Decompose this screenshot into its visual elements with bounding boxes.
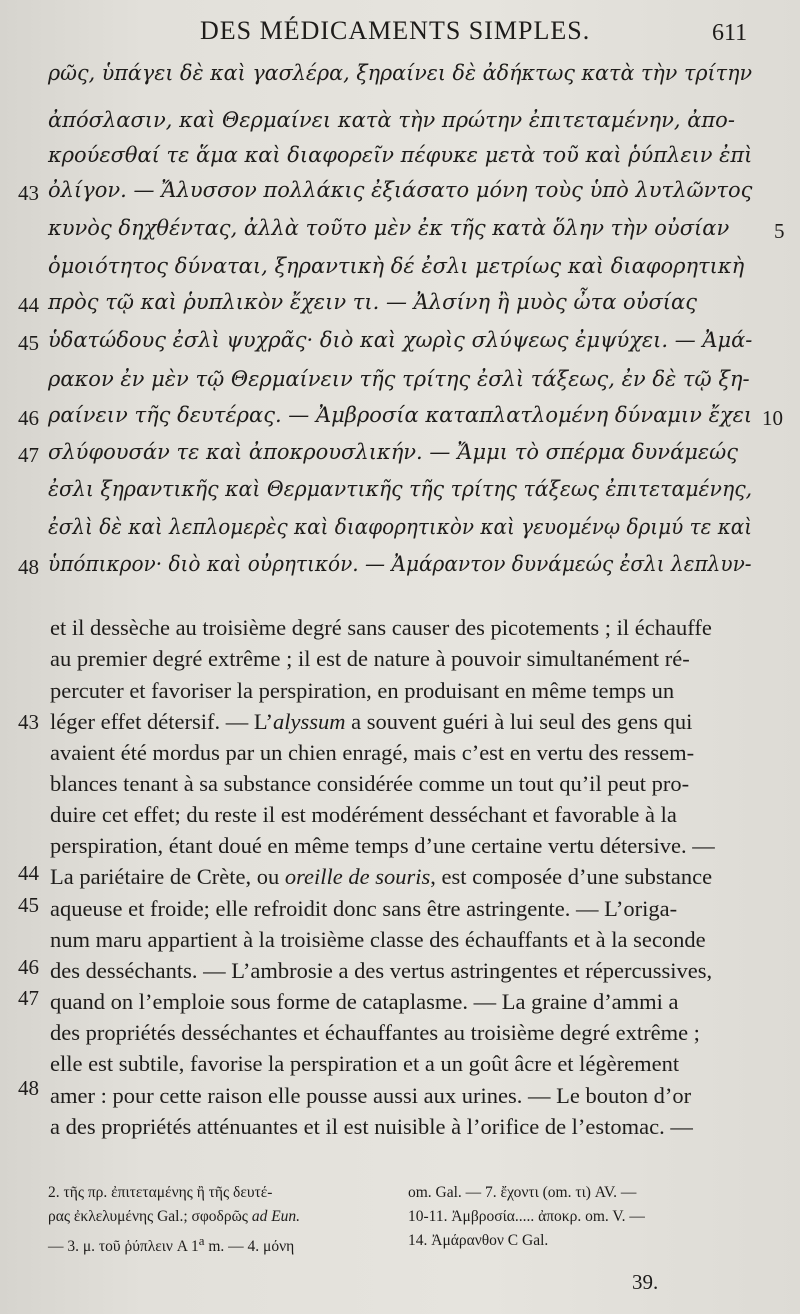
greek-line: ρῶς, ὑπάγει δὲ καὶ γασλέρα, ξηραίνει δὲ ἀδήκτως κατὰ τὴν τρίτην bbox=[48, 61, 753, 85]
greek-line: πρὸς τῷ καὶ ῥυπλικὸν ἔχειν τι. — Ἀλσίνη ἢ μυὸς ὦτα οὐσίας bbox=[48, 290, 697, 314]
greek-line: ἐσλι ξηραντικῆς καὶ Θερμαντικῆς τῆς τρίτης τάξεως ἐπιτεταμένης, bbox=[48, 477, 753, 501]
french-line: a des propriétés atténuantes et il est nuisible à l’orifice de l’estomac. — bbox=[50, 1114, 693, 1139]
greek-line: ραίνειν τῆς δευτέρας. — Ἀμβροσία καταπλατλομένη δύναμιν ἔχει bbox=[48, 403, 753, 427]
french-section-number: 45 bbox=[18, 893, 39, 917]
page-number: 611 bbox=[712, 20, 748, 46]
running-title: DES MÉDICAMENTS SIMPLES. bbox=[200, 16, 591, 45]
footnote-line: ρας ἐκλελυμένης Gal.; σφοδρῶς ad Eun. bbox=[48, 1208, 301, 1225]
french-line: aqueuse et froide; elle refroidit donc sans être astringente. — L’origa- bbox=[50, 896, 678, 921]
greek-line: ὁμοιότητος δύναται, ξηραντικὴ δέ ἐσλι μετρίως καὶ διαφορητικὴ bbox=[48, 254, 745, 278]
french-section-number: 44 bbox=[18, 861, 39, 885]
french-line: des desséchants. — L’ambrosie a des vertus astringentes et répercussives, bbox=[50, 958, 713, 983]
french-line: et il dessèche au troisième degré sans causer des picotements ; il échauffe bbox=[50, 615, 712, 640]
running-head bbox=[0, 10, 800, 50]
french-line: amer : pour cette raison elle pousse aussi aux urines. — Le bouton d’or bbox=[50, 1083, 692, 1108]
greek-line: ὀλίγον. — Ἄλυσσον πολλάκις ἐξιάσατο μόνη τοὺς ὑπὸ λυτλῶντος bbox=[48, 178, 753, 202]
greek-line-number: 10 bbox=[762, 406, 783, 430]
french-line: perspiration, étant doué en même temps d’une certaine vertu détersive. — bbox=[50, 833, 715, 858]
greek-section-number: 45 bbox=[18, 331, 39, 355]
greek-section-number: 43 bbox=[18, 181, 39, 205]
greek-line: κρούεσθαί τε ἅμα καὶ διαφορεῖν πέφυκε μετὰ τοῦ καὶ ῥύπλειν ἐπὶ bbox=[48, 143, 753, 167]
greek-section-number: 46 bbox=[18, 406, 39, 430]
footnote-line: 10-11. Ἀμβροσία..... ἀποκρ. om. V. — bbox=[408, 1208, 645, 1225]
greek-line: σλύφουσάν τε καὶ ἀποκρουσλικήν. — Ἄμμι τὸ σπέρμα δυνάμεώς bbox=[48, 440, 739, 464]
french-line: num maru appartient à la troisième classe des échauffants et à la seconde bbox=[50, 927, 706, 952]
greek-section-number: 44 bbox=[18, 293, 39, 317]
greek-line: ἐσλὶ δὲ καὶ λεπλομερὲς καὶ διαφορητικὸν καὶ γευομένῳ δριμύ τε καὶ bbox=[48, 515, 753, 539]
greek-line: ρακον ἐν μὲν τῷ Θερμαίνειν τῆς τρίτης ἐσλὶ τάξεως, ἐν δὲ τῷ ξη- bbox=[48, 367, 750, 391]
french-line: au premier degré extrême ; il est de nature à pouvoir simultanément ré- bbox=[50, 646, 690, 671]
french-line: avaient été mordus par un chien enragé, mais c’est en vertu des ressem- bbox=[50, 740, 695, 765]
french-line: percuter et favoriser la perspiration, en produisant en même temps un bbox=[50, 678, 675, 703]
french-section-number: 47 bbox=[18, 986, 39, 1010]
footnote-line: 2. τῆς πρ. ἐπιτεταμένης ἢ τῆς δευτέ- bbox=[48, 1184, 273, 1201]
greek-section-number: 48 bbox=[18, 555, 39, 579]
french-line: elle est subtile, favorise la perspiration et a un goût âcre et légèrement bbox=[50, 1051, 680, 1076]
french-line: quand on l’emploie sous forme de cataplasme. — La graine d’ammi a bbox=[50, 989, 679, 1014]
greek-line: κυνὸς δηχθέντας, ἀλλὰ τοῦτο μὲν ἐκ τῆς κατὰ ὅλην τὴν οὐσίαν bbox=[48, 216, 730, 240]
greek-line-number: 5 bbox=[774, 219, 785, 243]
greek-line: ἀπόσλασιν, καὶ Θερμαίνει κατὰ τὴν πρώτην ἐπιτεταμένην, ἀπο- bbox=[48, 108, 735, 132]
french-line: La pariétaire de Crète, ou oreille de souris, est composée d’une substance bbox=[50, 864, 713, 889]
greek-section-number: 47 bbox=[18, 443, 39, 467]
french-line: léger effet détersif. — L’alyssum a souvent guéri à lui seul des gens qui bbox=[50, 709, 693, 734]
signature-mark: 39. bbox=[632, 1270, 659, 1294]
greek-line: ὑπόπικρον· διὸ καὶ οὐρητικόν. — Ἀμάραντον δυνάμεώς ἐσλι λεπλυν- bbox=[48, 552, 752, 576]
footnote-line: 14. Ἀμάρανθον C Gal. bbox=[408, 1232, 549, 1249]
footnote-line: — 3. μ. τοῦ ῥύπλειν A 1$^a$ m. — 4. μόνη bbox=[48, 1233, 295, 1256]
french-line: duire cet effet; du reste il est modérément desséchant et favorable à la bbox=[50, 802, 677, 827]
greek-line: ὑδατώδους ἐσλὶ ψυχρᾶς· διὸ καὶ χωρὶς σλύψεως ἐμψύχει. — Ἀμά- bbox=[48, 328, 753, 352]
french-section-number: 43 bbox=[18, 710, 39, 734]
footnote-line: om. Gal. — 7. ἔχοντι (om. τι) AV. — bbox=[408, 1184, 637, 1201]
french-section-number: 46 bbox=[18, 955, 39, 979]
french-line: des propriétés desséchantes et échauffantes au troisième degré extrême ; bbox=[50, 1020, 700, 1045]
french-section-number: 48 bbox=[18, 1076, 39, 1100]
french-line: blances tenant à sa substance considérée comme un tout qu’il peut pro- bbox=[50, 771, 690, 796]
